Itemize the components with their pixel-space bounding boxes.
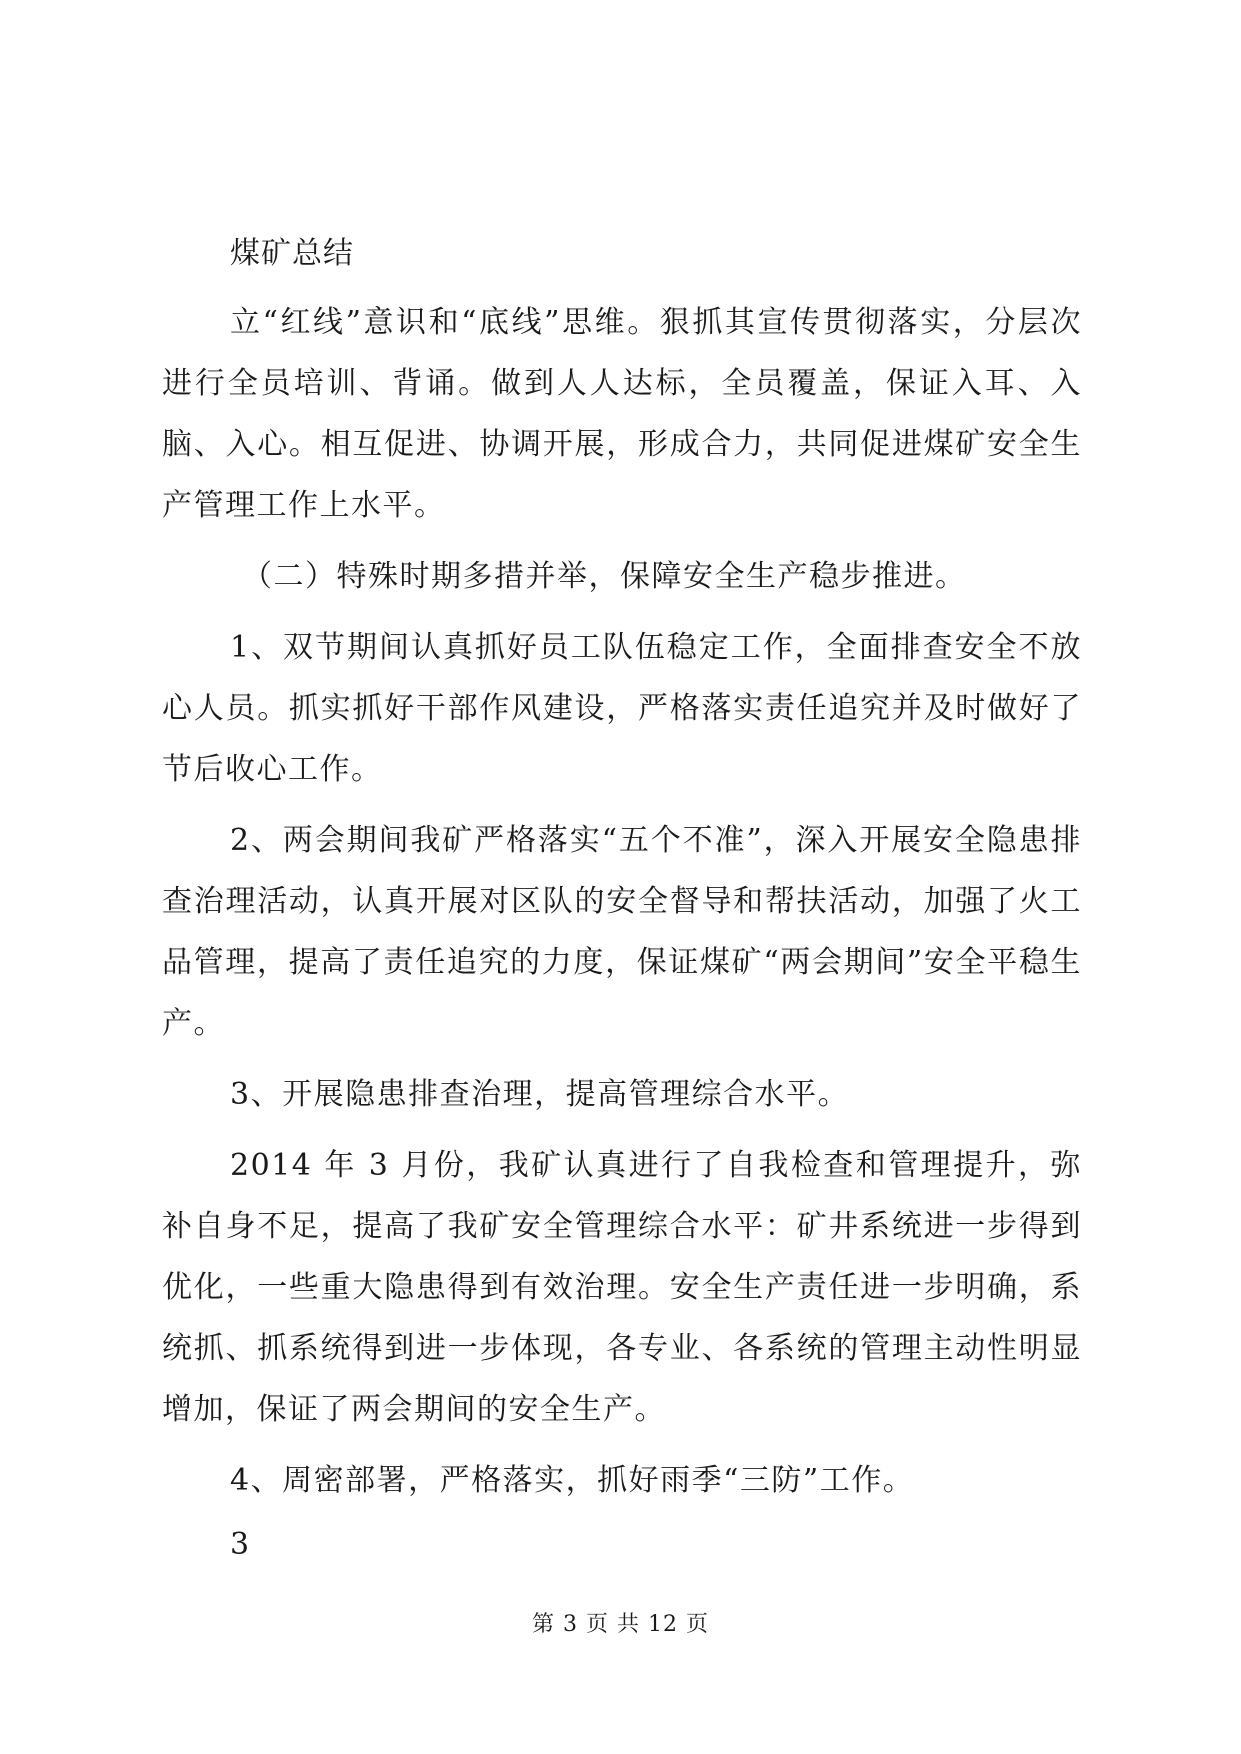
paragraph-item-4: 4、周密部署，严格落实，抓好雨季“三防”工作。 bbox=[230, 1463, 915, 1498]
paragraph-item-2: 2、两会期间我矿严格落实“五个不准”，深入开展安全隐患排查治理活动，认真开展对区队的安全督导和帮扶活动，加强了火工品管理，提高了责任追究的力度，保证煤矿“两会期间”安全平稳生产。 bbox=[162, 823, 1082, 1041]
document-body bbox=[162, 230, 1082, 1569]
paragraph-detail: 2014 年 3 月份，我矿认真进行了自我检查和管理提升，弥补自身不足，提高了我矿安全管理综合水平：矿井系统进一步得到优化，一些重大隐患得到有效治理。安全生产责任进一步明确，系统抓、抓系统得到进一步体现，各专业、各系统的管理主动性明显增加，保证了两会期间的安全生产。 bbox=[162, 1148, 1082, 1427]
body-page-number: 3 bbox=[230, 1527, 250, 1562]
section-heading-2: （二）特殊时期多措并举，保障安全生产稳步推进。 bbox=[242, 559, 967, 594]
document-title: 煤矿总结 bbox=[230, 236, 354, 271]
paragraph-1: 立“红线”意识和“底线”思维。狠抓其宣传贯彻落实，分层次进行全员培训、背诵。做到人人达标，全员覆盖，保证入耳、入脑、入心。相互促进、协调开展，形成合力，共同促进煤矿安全生产管理工作上水平。 bbox=[162, 305, 1082, 523]
paragraph-item-3: 3、开展隐患排查治理，提高管理综合水平。 bbox=[230, 1077, 850, 1112]
paragraph-item-1: 1、双节期间认真抓好员工队伍稳定工作，全面排查安全不放心人员。抓实抓好干部作风建设，严格落实责任追究并及时做好了节后收心工作。 bbox=[162, 630, 1082, 787]
page-footer: 第 3 页 共 12 页 bbox=[532, 1612, 709, 1637]
